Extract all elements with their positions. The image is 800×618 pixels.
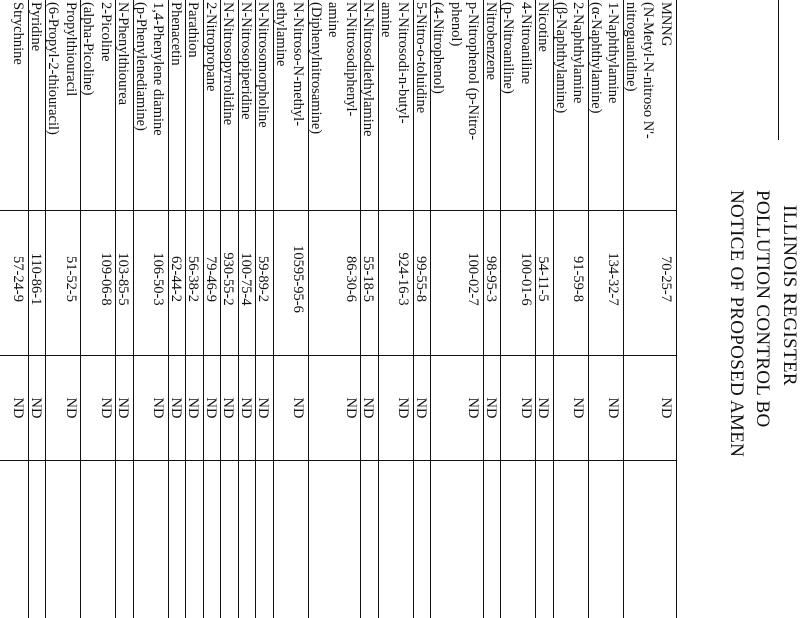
cas-number-cell: 79-46-9 xyxy=(203,256,219,302)
cas-number-cell: 100-75-4 xyxy=(238,252,254,306)
chemical-name-cell: Strychnine xyxy=(10,2,27,65)
notice-title: NOTICE OF PROPOSED AMEN xyxy=(726,190,747,458)
cas-number-cell: 59-89-2 xyxy=(255,256,272,302)
detection-cell: ND xyxy=(220,397,237,419)
chemical-name-cell: Phenacetin xyxy=(168,2,184,66)
cas-number-cell: 110-86-1 xyxy=(28,252,44,306)
detection-cell: ND xyxy=(238,397,254,419)
chemical-name-cell: N-Nitrosomorpholine xyxy=(255,2,272,128)
detection-cell: ND xyxy=(535,397,552,419)
register-title: ILLINOIS REGISTER xyxy=(779,205,800,386)
cas-number-cell: 930-55-2 xyxy=(220,252,237,306)
cas-number-cell: 55-18-5 xyxy=(360,256,377,302)
chemical-name-cell: (Diphenylnitrosamine) xyxy=(308,2,324,135)
detection-cell: ND xyxy=(570,397,587,419)
chemical-name-cell: Propylthiouracil xyxy=(63,2,79,97)
table-row xyxy=(238,0,253,618)
cas-number-cell: 56-38-2 xyxy=(185,256,202,302)
chemical-name-cell: 2-Nitropropane xyxy=(203,2,219,92)
cas-number-cell: 103-85-5 xyxy=(115,252,132,306)
cas-number-cell: 109-06-8 xyxy=(98,252,114,306)
chemical-name-cell: N-Phenylthiourea xyxy=(115,2,132,106)
chemical-name-cell: N-Nitrosopiperidine xyxy=(238,2,254,120)
chemical-name-cell: (6-Propyl-2-thiouracil) xyxy=(45,2,62,135)
table-row xyxy=(133,0,148,618)
detection-cell: ND xyxy=(290,397,307,419)
chemical-name-cell: N-Nitrosodi-n-butyl- xyxy=(395,2,412,124)
chemical-name-cell: N-Nitrosopyrrolidine xyxy=(220,2,237,126)
detection-cell: ND xyxy=(203,397,219,419)
table-row xyxy=(642,0,656,618)
header-rule xyxy=(778,0,779,140)
detection-cell: ND xyxy=(465,397,482,419)
chemical-name-cell: Nicotine xyxy=(535,2,552,52)
table-row xyxy=(221,0,236,618)
table-row xyxy=(431,0,446,618)
detection-cell: ND xyxy=(395,397,412,419)
chemical-name-cell: ethylamine xyxy=(273,2,289,67)
table-row xyxy=(273,0,288,618)
table-row xyxy=(378,0,393,618)
detection-cell: ND xyxy=(28,397,44,419)
chemical-name-cell: Parathion xyxy=(185,2,202,58)
cas-number-cell: 100-01-6 xyxy=(518,252,534,306)
chemical-name-cell: (N-Metyl-N-nitroso N'- xyxy=(640,2,657,139)
chemical-name-cell: 1,4-Phenylene diamine xyxy=(150,2,167,136)
table-row xyxy=(344,0,358,618)
chemical-name-cell: Pyridine xyxy=(28,2,44,52)
chemical-name-cell: amine xyxy=(378,2,394,38)
chemical-name-cell: nitroguanidine) xyxy=(623,2,639,92)
table-row xyxy=(397,0,411,618)
table-row xyxy=(81,0,96,618)
table-row xyxy=(12,0,26,618)
table-row xyxy=(623,0,638,618)
chemical-name-cell: 1-Naphthylamine xyxy=(605,2,622,104)
detection-cell: ND xyxy=(343,397,359,419)
chemical-name-cell: (p-Phenylenediamine) xyxy=(133,2,149,131)
cas-number-cell: 70-25-7 xyxy=(658,256,674,302)
table-row xyxy=(292,0,306,618)
table-row xyxy=(46,0,61,618)
chemical-name-cell: phenol) xyxy=(448,2,464,47)
table-row xyxy=(467,0,481,618)
chemical-name-cell: N-Nitrosodiethylamine xyxy=(360,2,377,137)
chemical-name-cell: 2-Naphthylamine xyxy=(570,2,587,104)
table-row xyxy=(308,0,323,618)
chemical-name-cell: Nitrobenzene xyxy=(483,2,499,81)
table-row xyxy=(501,0,516,618)
table-row xyxy=(116,0,131,618)
chemical-name-cell: p-Nitrophenol (p-Nitro- xyxy=(465,2,482,141)
table-row xyxy=(28,0,43,618)
cas-number-cell: 100-02-7 xyxy=(465,252,482,306)
table-row xyxy=(413,0,428,618)
detection-cell: ND xyxy=(413,397,429,419)
table-row xyxy=(588,0,603,618)
table-row xyxy=(449,0,463,618)
chemical-name-cell: (alpha-Picoline) xyxy=(80,2,97,96)
table-row xyxy=(152,0,166,618)
detection-cell: ND xyxy=(98,397,114,419)
detection-cell: ND xyxy=(150,397,167,419)
cas-number-cell: 57-24-9 xyxy=(10,256,27,302)
cas-number-cell: 10595-95-6 xyxy=(290,245,307,313)
chemical-name-cell: (β-Naphthylamine) xyxy=(553,2,569,114)
cas-number-cell: 99-55-8 xyxy=(413,256,429,302)
table-row xyxy=(519,0,533,618)
table-row xyxy=(572,0,586,618)
cas-number-cell: 91-59-8 xyxy=(570,256,587,302)
detection-cell: ND xyxy=(168,397,184,419)
chemical-name-cell: (α-Naphthylamine) xyxy=(588,2,604,114)
detection-cell: ND xyxy=(63,397,79,419)
table-row xyxy=(186,0,201,618)
chemical-name-cell: (4-Nitrophenol) xyxy=(430,2,447,94)
cas-number-cell: 924-16-3 xyxy=(395,252,412,306)
detection-cell: ND xyxy=(518,397,534,419)
cas-number-cell: 54-11-5 xyxy=(535,256,552,302)
cas-number-cell: 51-52-5 xyxy=(63,256,79,302)
cas-number-cell: 86-30-6 xyxy=(343,256,359,302)
board-title: POLLUTION CONTROL BO xyxy=(752,190,773,428)
table-row xyxy=(659,0,673,618)
table-row xyxy=(99,0,113,618)
table-row xyxy=(64,0,78,618)
table-row xyxy=(256,0,271,618)
chemical-name-cell: (p-Nitroaniline) xyxy=(500,2,517,94)
detection-cell: ND xyxy=(115,397,132,419)
detection-cell: ND xyxy=(255,397,272,419)
cas-number-cell: 98-95-3 xyxy=(483,256,499,302)
chemical-name-cell: N-Nitrosodiphenyl- xyxy=(343,2,359,117)
chemical-name-cell: 2-Picoline xyxy=(98,2,114,62)
detection-cell: ND xyxy=(483,397,499,419)
table-row xyxy=(361,0,376,618)
detection-cell: ND xyxy=(185,397,202,419)
table-row xyxy=(607,0,621,618)
table-row xyxy=(168,0,183,618)
chemical-name-cell: N-Nitroso-N-methyl- xyxy=(290,2,307,127)
cas-number-cell: 134-32-7 xyxy=(605,252,622,306)
chemical-name-cell: MNNG xyxy=(658,2,674,47)
table-row xyxy=(203,0,218,618)
cas-number-cell: 106-50-3 xyxy=(150,252,167,306)
detection-cell: ND xyxy=(658,397,674,419)
table-row xyxy=(536,0,551,618)
cas-number-cell: 62-44-2 xyxy=(168,256,184,302)
detection-cell: ND xyxy=(605,397,622,419)
table-row xyxy=(483,0,498,618)
chemical-name-cell: 5-Nitro-o-toluidine xyxy=(413,2,429,114)
table-row xyxy=(327,0,341,618)
table-row xyxy=(553,0,568,618)
detection-cell: ND xyxy=(10,397,27,419)
chemical-name-cell: 4-Nitroaniline xyxy=(518,2,534,85)
chemical-name-cell: amine xyxy=(325,2,342,38)
detection-cell: ND xyxy=(360,397,377,419)
